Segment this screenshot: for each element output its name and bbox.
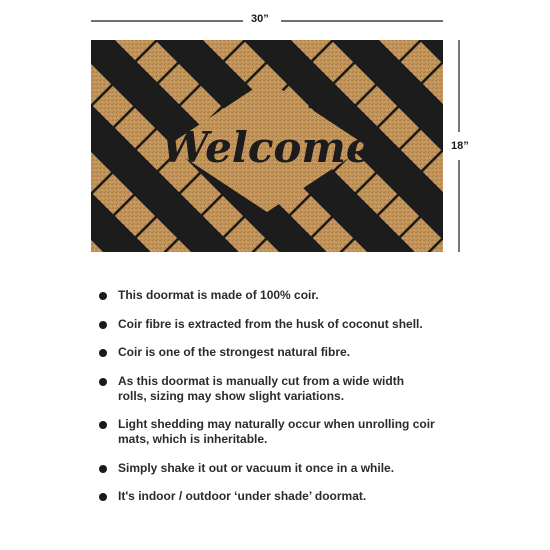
argyle-diamond	[47, 0, 91, 40]
argyle-diamond	[355, 0, 399, 40]
list-item	[96, 345, 436, 360]
argyle-diamond	[443, 172, 487, 216]
argyle-diamond	[399, 0, 443, 40]
list-item	[96, 417, 436, 447]
argyle-diamond	[443, 0, 487, 40]
bullet-icon	[99, 421, 107, 429]
argyle-diamond	[47, 40, 91, 84]
height-label: 18”	[451, 140, 469, 152]
doormat	[47, 0, 487, 282]
feature-text: Light shedding may naturally occur when unrolling coir mats, which is inheritable.	[118, 417, 435, 446]
bullet-icon	[99, 292, 107, 300]
feature-text: Coir is one of the strongest natural fibre.	[118, 345, 351, 359]
argyle-diamond	[443, 40, 487, 84]
welcome-text: Welcome	[161, 123, 373, 172]
feature-text: It's indoor / outdoor ‘under shade’ doormat.	[118, 489, 367, 503]
list-item	[96, 288, 436, 303]
list-item	[96, 374, 436, 404]
feature-text: Coir fibre is extracted from the husk of coconut shell.	[118, 316, 423, 331]
feature-list	[96, 288, 436, 518]
bullet-icon	[99, 378, 107, 386]
argyle-diamond	[311, 0, 355, 40]
list-item	[96, 461, 436, 476]
argyle-diamond	[443, 84, 487, 128]
list-item	[96, 317, 436, 332]
bullet-icon	[99, 349, 107, 357]
bullet-icon	[99, 465, 107, 473]
argyle-diamond	[47, 84, 91, 128]
feature-text: Simply shake it out or vacuum it once in a while.	[118, 460, 395, 475]
argyle-diamond	[47, 216, 91, 260]
feature-text: This doormat is made of 100% coir.	[118, 288, 319, 302]
argyle-diamond	[267, 0, 311, 40]
argyle-diamond	[443, 216, 487, 260]
list-item	[96, 489, 436, 504]
width-label: 30”	[251, 13, 269, 25]
argyle-diamond	[179, 0, 223, 40]
argyle-diamond	[47, 128, 91, 172]
argyle-diamond	[135, 0, 179, 40]
argyle-diamond	[47, 172, 91, 216]
feature-text: As this doormat is manually cut from a wide width rolls, sizing may show slight variations.	[118, 373, 405, 403]
bullet-icon	[99, 321, 107, 329]
argyle-diamond	[91, 0, 135, 40]
bullet-icon	[99, 493, 107, 501]
